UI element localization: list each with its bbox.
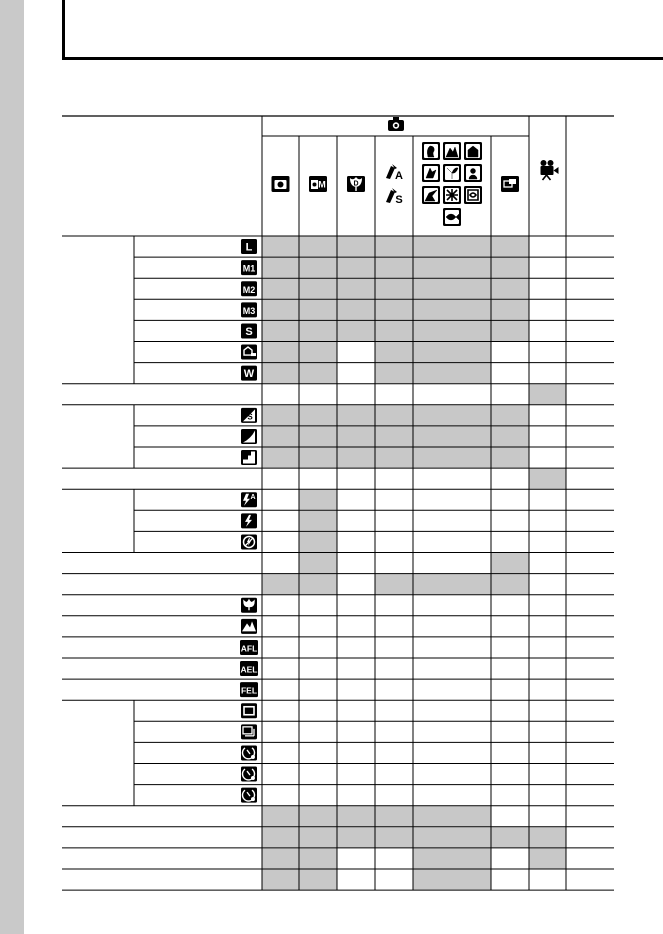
shaded-cell (414, 848, 491, 868)
postcard-icon (241, 345, 257, 360)
res-l-icon (241, 239, 257, 254)
shaded-cell (338, 405, 375, 425)
function-availability-table (62, 116, 614, 895)
shaded-cell (300, 258, 337, 278)
scene-night-icon (464, 142, 482, 160)
shaded-cell (263, 448, 299, 468)
self-timer-2-icon (241, 767, 257, 782)
shaded-cell (414, 448, 491, 468)
shaded-cell (300, 426, 337, 446)
res-m1-icon (241, 260, 257, 275)
shaded-cell (338, 258, 375, 278)
res-m2-icon (241, 281, 257, 296)
still-camera-icon (388, 117, 404, 131)
single-shot-icon (241, 703, 257, 718)
fine-icon (241, 429, 257, 444)
shaded-cell (414, 870, 491, 890)
shaded-cell (300, 806, 337, 826)
shaded-cell (263, 258, 299, 278)
shaded-cell (338, 426, 375, 446)
shaded-cell (414, 279, 491, 299)
shaded-cell (492, 300, 529, 320)
shaded-cell (414, 827, 491, 847)
svg-text:A: A (395, 170, 403, 182)
shaded-cell (263, 342, 299, 362)
shaded-cell (414, 405, 491, 425)
flash-on-icon (241, 513, 257, 528)
shaded-cell (376, 448, 413, 468)
icon-label: M3 (242, 305, 256, 316)
page-header-box (62, 0, 663, 60)
scene-snow-icon (464, 164, 482, 182)
custom-timer-icon (241, 788, 257, 803)
shaded-cell (300, 490, 337, 510)
shaded-cell (376, 426, 413, 446)
icon-label: FEL (240, 685, 258, 696)
shaded-cell (263, 426, 299, 446)
res-m3-icon (241, 302, 257, 317)
shaded-cell (414, 321, 491, 341)
icon-label: M2 (242, 284, 256, 295)
page-edge-strip (0, 0, 24, 934)
shaded-cell (414, 258, 491, 278)
icon-label: AFL (240, 643, 258, 654)
shaded-cell (300, 827, 337, 847)
shaded-cell (338, 237, 375, 257)
shaded-cell (376, 574, 413, 594)
shaded-cell (263, 806, 299, 826)
shaded-cell (530, 848, 566, 868)
shaded-cell (376, 342, 413, 362)
shaded-cell (414, 237, 491, 257)
shaded-cell (263, 827, 299, 847)
shaded-cell (414, 574, 491, 594)
shaded-cell (492, 405, 529, 425)
special-scene-icons (422, 142, 482, 226)
shaded-cell (414, 363, 491, 383)
shaded-cell (300, 448, 337, 468)
macro-icon (241, 598, 257, 613)
scene-underwater-icon (443, 208, 461, 226)
shaded-cell (376, 279, 413, 299)
shaded-cell (492, 426, 529, 446)
icon-label: S (245, 325, 253, 338)
flash-off-icon (241, 534, 257, 549)
icon-label: L (245, 241, 253, 254)
svg-text:S: S (395, 194, 403, 206)
shaded-cell (376, 300, 413, 320)
shaded-cell (300, 405, 337, 425)
scene-beach-icon (422, 186, 440, 204)
svg-text:S: S (247, 412, 253, 422)
table-grid (62, 116, 614, 895)
shaded-cell (300, 300, 337, 320)
auto-mode-icon (272, 176, 290, 192)
svg-text:D: D (353, 180, 359, 188)
shaded-cell (492, 448, 529, 468)
scene-fireworks-icon (443, 186, 461, 204)
scene-kids-icon (422, 164, 440, 182)
shaded-cell (300, 848, 337, 868)
shaded-cell (414, 300, 491, 320)
shaded-cell (414, 806, 491, 826)
shaded-cell (300, 342, 337, 362)
shaded-cell (338, 321, 375, 341)
shaded-cell (414, 426, 491, 446)
shaded-cell (492, 258, 529, 278)
shaded-cell (300, 532, 337, 552)
icon-label: M1 (242, 263, 256, 274)
superfine-icon (241, 408, 257, 423)
shaded-cell (300, 870, 337, 890)
shaded-cell (414, 342, 491, 362)
shaded-cell (492, 827, 529, 847)
icon-label: W (243, 368, 255, 381)
shaded-cell (492, 574, 529, 594)
scene-foliage-icon (443, 164, 461, 182)
shaded-cell (492, 321, 529, 341)
scene-landscape-icon (443, 142, 461, 160)
shaded-cell (376, 827, 413, 847)
stitch-assist-icon (501, 176, 519, 192)
shaded-cell (300, 321, 337, 341)
shaded-cell (263, 848, 299, 868)
shaded-cell (338, 827, 375, 847)
continuous-icon (241, 724, 257, 739)
shaded-cell (300, 363, 337, 383)
shaded-cell (376, 321, 413, 341)
shaded-cell (300, 511, 337, 531)
shaded-cell (338, 806, 375, 826)
shaded-cell (530, 469, 566, 489)
manual-mode-icon (309, 176, 327, 192)
shaded-cell (263, 321, 299, 341)
shaded-cell (263, 405, 299, 425)
shaded-cell (300, 237, 337, 257)
shaded-cell (300, 553, 337, 573)
normal-icon (241, 450, 257, 465)
shaded-cell (338, 448, 375, 468)
shaded-cell (263, 300, 299, 320)
shaded-cell (492, 237, 529, 257)
self-timer-10-icon (241, 745, 257, 760)
shaded-cell (263, 279, 299, 299)
svg-text:M: M (318, 179, 326, 190)
shaded-cell (300, 279, 337, 299)
widescreen-w-icon (241, 366, 257, 381)
shaded-cell (530, 384, 566, 404)
shaded-cell (263, 237, 299, 257)
shaded-cell (263, 870, 299, 890)
shaded-cell (376, 258, 413, 278)
movie-camera-icon (541, 160, 559, 180)
shaded-cell (492, 279, 529, 299)
shaded-cell (530, 827, 566, 847)
shaded-cell (376, 405, 413, 425)
shaded-cell (492, 553, 529, 573)
infinity-icon (241, 619, 257, 634)
svg-text:A: A (250, 493, 256, 501)
digital-macro-icon (347, 176, 365, 192)
ael-icon (240, 661, 258, 676)
shaded-cell (263, 574, 299, 594)
scene-portrait-icon (422, 142, 440, 160)
fel-icon (240, 682, 258, 697)
shaded-cell (300, 574, 337, 594)
shaded-cell (338, 279, 375, 299)
afl-icon (240, 640, 258, 655)
shaded-cell (376, 806, 413, 826)
color-accent-and-swap-icons (386, 164, 403, 206)
scene-aquarium-icon (464, 186, 482, 204)
flash-auto-icon (241, 492, 257, 507)
icon-label: AEL (240, 664, 258, 675)
shaded-cell (376, 237, 413, 257)
shaded-cell (376, 363, 413, 383)
res-s-icon (241, 323, 257, 338)
shaded-cell (338, 300, 375, 320)
shaded-cell (263, 363, 299, 383)
